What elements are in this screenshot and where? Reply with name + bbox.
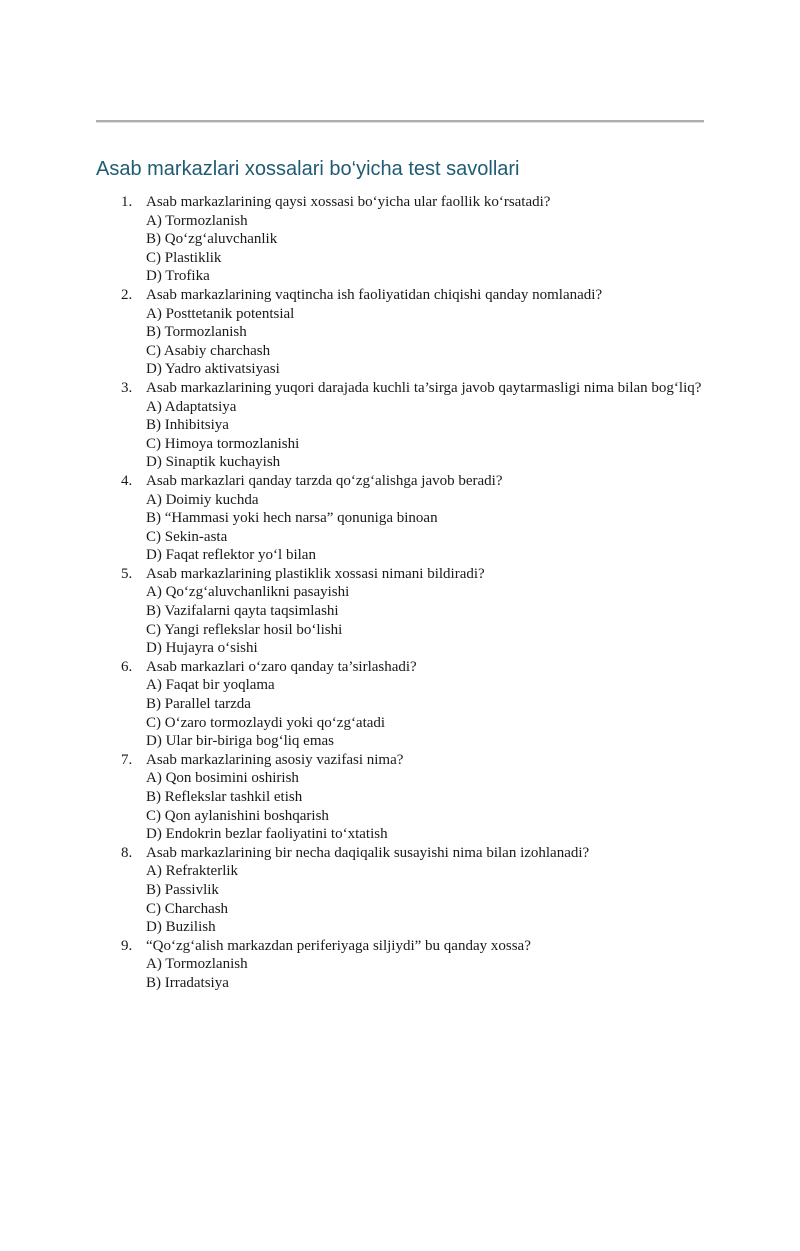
question-number: 3.: [121, 379, 133, 396]
page-title: Asab markazlari xossalari bo‘yicha test savollari: [96, 158, 520, 180]
document-page: [0, 120, 800, 993]
option-line: B) Reflekslar tashkil etish: [146, 789, 303, 805]
option-line: D) Yadro aktivatsiyasi: [146, 361, 280, 378]
question-number: 4.: [121, 472, 133, 489]
question-text: Asab markazlarining vaqtincha ish faoliyatidan chiqishi qanday nomlanadi?: [146, 286, 603, 303]
question-text: “Qo‘zg‘alish markazdan periferiyaga siljiydi” bu qanday xossa?: [146, 937, 531, 954]
question-text: Asab markazlarining qaysi xossasi bo‘yicha ular faollik ko‘rsatadi?: [146, 194, 551, 210]
option-line: A) Posttetanik potentsial: [146, 305, 295, 322]
question-list: [96, 193, 704, 993]
question-number: 5.: [121, 565, 133, 582]
question-text: Asab markazlarining yuqori darajada kuchli ta’sirga javob qaytarmasligi nima bilan bog‘liq?: [146, 379, 702, 396]
question-item: [96, 286, 704, 379]
question-item: [96, 937, 704, 993]
option-line: A) Doimiy kuchda: [146, 491, 259, 508]
question-item: [96, 844, 704, 937]
option-line: B) Qo‘zg‘aluvchanlik: [146, 231, 278, 248]
question-item: [96, 472, 704, 565]
option-line: C) Himoya tormozlanishi: [146, 435, 300, 452]
question-item: [96, 658, 704, 751]
question-text: Asab markazlarining bir necha daqiqalik susayishi nima bilan izohlanadi?: [146, 844, 590, 861]
option-line: B) Passivlik: [146, 881, 219, 898]
horizontal-rule: [96, 120, 704, 123]
option-line: D) Faqat reflektor yo‘l bilan: [146, 547, 316, 564]
option-line: C) O‘zaro tormozlaydi yoki qo‘zg‘atadi: [146, 714, 386, 731]
option-line: C) Asabiy charchash: [146, 342, 271, 359]
question-text: Asab markazlarining plastiklik xossasi nimani bildiradi?: [146, 565, 485, 582]
option-line: D) Hujayra o‘sishi: [146, 640, 258, 657]
question-item: [96, 751, 704, 844]
option-line: A) Tormozlanish: [146, 956, 248, 973]
option-line: A) Faqat bir yoqlama: [146, 677, 275, 694]
option-line: A) Refrakterlik: [146, 863, 239, 880]
question-text: Asab markazlari qanday tarzda qo‘zg‘alishga javob beradi?: [146, 472, 503, 489]
option-line: D) Trofika: [146, 268, 210, 285]
option-line: B) Vazifalarni qayta taqsimlashi: [146, 603, 339, 620]
question-number: 9.: [121, 937, 133, 954]
option-line: C) Sekin-asta: [146, 528, 228, 545]
option-line: D) Endokrin bezlar faoliyatini to‘xtatish: [146, 826, 388, 843]
option-line: D) Buzilish: [146, 919, 216, 936]
option-line: B) Irradatsiya: [146, 974, 229, 991]
question-item: [96, 565, 704, 658]
question-item: [96, 193, 704, 286]
question-number: 8.: [121, 844, 133, 861]
question-text: Asab markazlari o‘zaro qanday ta’sirlashadi?: [146, 658, 417, 675]
option-line: A) Tormozlanish: [146, 212, 248, 229]
question-number: 6.: [121, 658, 133, 675]
option-line: B) “Hammasi yoki hech narsa” qonuniga binoan: [146, 510, 438, 527]
option-line: C) Plastiklik: [146, 249, 222, 266]
option-line: C) Charchash: [146, 900, 229, 917]
option-line: A) Qo‘zg‘aluvchanlikni pasayishi: [146, 584, 350, 601]
option-line: C) Yangi reflekslar hosil bo‘lishi: [146, 621, 343, 638]
option-line: A) Qon bosimini oshirish: [146, 770, 299, 787]
option-line: D) Sinaptik kuchayish: [146, 454, 281, 471]
question-number: 2.: [121, 286, 133, 303]
option-line: B) Parallel tarzda: [146, 696, 251, 713]
option-line: C) Qon aylanishini boshqarish: [146, 807, 329, 824]
question-number: 7.: [121, 751, 133, 768]
option-line: B) Tormozlanish: [146, 324, 247, 341]
question-item: [96, 379, 704, 472]
option-line: A) Adaptatsiya: [146, 398, 237, 415]
option-line: B) Inhibitsiya: [146, 417, 229, 434]
question-number: 1.: [121, 194, 133, 210]
option-line: D) Ular bir-biriga bog‘liq emas: [146, 733, 334, 750]
question-text: Asab markazlarining asosiy vazifasi nima?: [146, 751, 404, 768]
